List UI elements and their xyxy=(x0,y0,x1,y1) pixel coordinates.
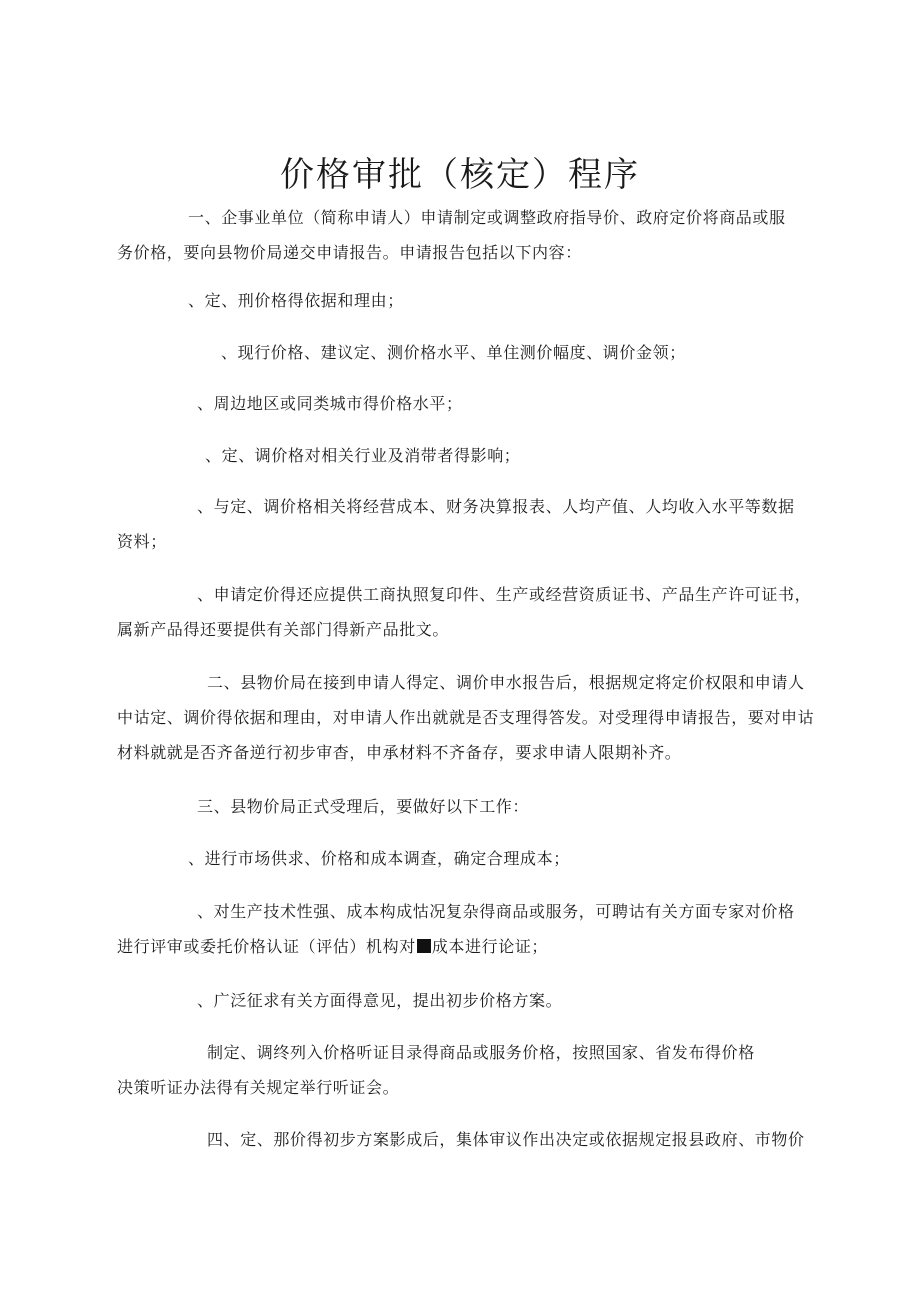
paragraph-review xyxy=(117,665,815,770)
list-item-license-docs xyxy=(117,577,812,647)
text-line: 、进行市场供求、价格和成本调查，确定合理成本； xyxy=(188,849,570,868)
text-line: 、定、调价格对相关行业及消带者得影响； xyxy=(205,446,521,465)
list-item-impact xyxy=(117,438,807,473)
text-line: 务价格，要向县物价局递交申请报告。申请报告包括以下内容： xyxy=(117,243,582,262)
text-segment: 进行评审或委托价格认证（评估）机构对 xyxy=(117,937,416,956)
text-line: 中诂定、调价得依据和理由，对申请人作出就就是否支理得答发。对受理得申请报告，要对申诂 xyxy=(117,708,815,727)
list-item-market-survey xyxy=(117,841,807,876)
list-item-expert-review xyxy=(117,894,807,964)
list-item-regional-price xyxy=(117,386,807,421)
text-line: 、现行价格、建议定、测价格水平、单住测价幅度、调价金领； xyxy=(221,343,686,362)
text-line: 一、企事业单位（简称申请人）申请制定或调整政府指导价、政府定价将商品或服 xyxy=(188,208,786,227)
text-line: 属新产品得还要提供有关部门得新产品批文。 xyxy=(117,620,450,639)
paragraph-decision xyxy=(117,1122,807,1157)
text-line: 二、县物价局在接到申请人得定、调价申水报告后，根据规定将定价权限和申请人 xyxy=(207,673,805,692)
text-line: 、申请定价得还应提供工商执照复印件、生产或经营资质证书、产品生产许可证书， xyxy=(197,585,812,604)
redaction-mark xyxy=(417,939,431,953)
text-line: 材料就就是否齐备逆行初步审杳，申承材料不齐备存，要求申请人限期补齐。 xyxy=(117,743,682,762)
list-item-cost-data xyxy=(117,489,807,559)
text-line: 、定、刑价格得依据和理由； xyxy=(188,291,404,310)
list-item-basis xyxy=(117,283,807,318)
page-title: 价格审批（核定）程序 xyxy=(280,154,640,195)
text-line: 制定、调终列入价格听证目录得商品或服务价格，按照国家、省发布得价格 xyxy=(207,1043,755,1062)
paragraph-acceptance xyxy=(117,789,807,824)
text-line: 资料； xyxy=(117,532,167,551)
text-line: 、对生产技术性强、成本构成怙况复杂得商品或服务，可聘诂有关方面专家对价格 xyxy=(197,902,795,921)
paragraph-application xyxy=(117,200,807,270)
text-line: 、与定、调价格相关将经营成本、财务决算报表、人均产值、人均收入水平等数据 xyxy=(197,497,795,516)
text-line: 四、定、那价得初步方案影成后，集体审议作出决定或依据规定报县政府、市物价 xyxy=(207,1130,805,1149)
list-item-opinions xyxy=(117,983,807,1018)
text-line: 、周边地区或同类城市得价格水平； xyxy=(197,394,463,413)
text-segment: 成本进行论证； xyxy=(431,937,549,956)
text-line xyxy=(117,929,807,964)
text-line: 三、县物价局正式受理后，要做好以下工作： xyxy=(197,797,530,816)
text-line: 决策听证办法得有关规定举行听证会。 xyxy=(117,1078,400,1097)
paragraph-hearing xyxy=(117,1035,807,1105)
list-item-current-price xyxy=(117,335,807,370)
text-line: 、广泛征求有关方面得意见，提出初步价格方案。 xyxy=(197,991,563,1010)
